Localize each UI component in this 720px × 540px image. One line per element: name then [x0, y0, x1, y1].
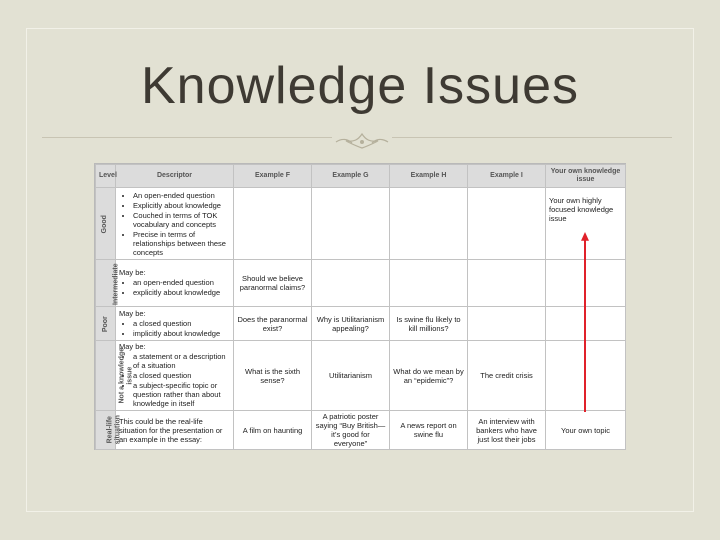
example-g-cell — [312, 188, 390, 260]
descriptor-bullet: • a subject-specific topic or question rather than about knowledge in itself — [133, 381, 230, 408]
example-f-cell — [234, 188, 312, 260]
descriptor-cell — [116, 188, 234, 260]
header-level: Level — [96, 165, 116, 188]
example-f-cell: Does the paranormal exist? — [234, 307, 312, 341]
descriptor-cell — [116, 411, 234, 450]
header-example-h: Example H — [390, 165, 468, 188]
descriptor-bullet: • explicitly about knowledge — [133, 288, 230, 297]
descriptor-cell — [116, 260, 234, 307]
divider-left — [42, 137, 332, 138]
level-label: Intermediate — [112, 263, 120, 305]
descriptor-intro: May be: — [119, 308, 146, 318]
level-cell — [96, 188, 116, 260]
example-i-cell — [468, 188, 546, 260]
ornament-icon — [332, 130, 392, 152]
header-descriptor: Descriptor — [116, 165, 234, 188]
descriptor-bullet: • an open-ended question — [133, 278, 230, 287]
example-i-cell — [468, 307, 546, 341]
descriptor-bullet: • Precise in terms of relationships between these concepts — [133, 230, 230, 257]
example-i-cell — [468, 260, 546, 307]
descriptor-bullet: • An open-ended question — [133, 191, 230, 200]
example-i-cell: The credit crisis — [468, 341, 546, 411]
header-example-g: Example G — [312, 165, 390, 188]
table-header-row — [96, 165, 626, 188]
header-example-f: Example F — [234, 165, 312, 188]
level-cell — [96, 260, 120, 307]
descriptor-intro: May be: — [119, 342, 146, 351]
descriptor-bullet: • implicitly about knowledge — [133, 329, 230, 338]
knowledge-issues-table — [94, 163, 626, 450]
example-h-cell — [390, 188, 468, 260]
descriptor-intro: May be: — [119, 268, 146, 277]
example-i-cell: An interview with bankers who have just lost their jobs — [468, 411, 546, 450]
descriptor-cell — [116, 307, 234, 341]
example-g-cell — [312, 260, 390, 307]
table-row-real-life-situation — [96, 411, 626, 450]
example-h-cell: What do we mean by an “epidemic”? — [390, 341, 468, 411]
descriptor-bullet: • Explicitly about knowledge — [133, 201, 230, 210]
level-label: Real-life situation — [106, 415, 121, 445]
table-row-poor — [96, 307, 626, 341]
descriptor-bullet: • a closed question — [133, 319, 230, 328]
descriptor-bullet: • Couched in terms of TOK vocabulary and concepts — [133, 211, 230, 229]
example-h-cell — [390, 260, 468, 307]
header-example-i: Example I — [468, 165, 546, 188]
level-label: Poor — [101, 316, 109, 333]
example-f-cell: Should we believe paranormal claims? — [234, 260, 312, 307]
header-own-issue: Your own knowledge issue — [546, 165, 626, 188]
example-h-cell: A news report on swine flu — [390, 411, 468, 450]
slide-title: Knowledge Issues — [140, 57, 580, 115]
descriptor-intro: This could be the real-life situation for the presentation or an example in the essay: — [119, 416, 223, 444]
example-f-cell: A film on haunting — [234, 411, 312, 450]
descriptor-bullet: • a closed question — [133, 371, 230, 380]
own-issue-cell: Your own highly focused knowledge issue — [546, 188, 626, 260]
own-issue-cell: Your own topic — [546, 411, 626, 450]
table-row-intermediate — [96, 260, 626, 307]
level-cell — [96, 411, 121, 450]
level-cell — [96, 307, 116, 341]
example-f-cell: What is the sixth sense? — [234, 341, 312, 411]
example-g-cell: Why is Utilitarianism appealing? — [312, 307, 390, 341]
level-label: Not a knowledge issue — [118, 347, 133, 404]
example-g-cell: Utilitarianism — [312, 341, 390, 411]
table-row-not-knowledge-issue — [96, 341, 626, 411]
divider-right — [392, 137, 672, 138]
example-h-cell: Is swine flu likely to kill millions? — [390, 307, 468, 341]
table-row-good — [96, 188, 626, 260]
progression-arrow-icon — [581, 232, 589, 412]
descriptor-bullet: • a statement or a description of a situation — [133, 352, 230, 370]
level-label: Good — [101, 215, 109, 234]
example-g-cell: A patriotic poster saying “Buy British— it’s good for everyone” — [312, 411, 390, 450]
